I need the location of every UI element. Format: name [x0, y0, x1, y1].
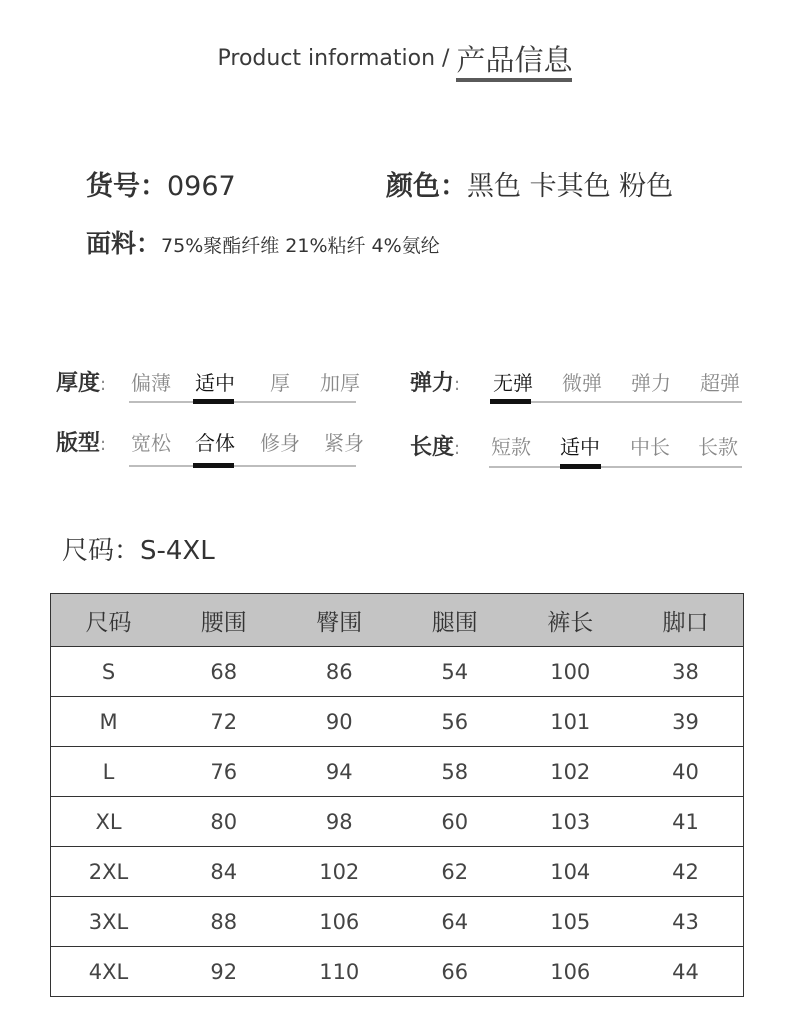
fit-selected-marker — [193, 463, 234, 468]
table-cell: 94 — [282, 747, 398, 797]
fabric-value: 75%聚酯纤维 21%粘纤 4%氨纶 — [161, 235, 440, 257]
color-value: 黑色 卡其色 粉色 — [467, 171, 674, 202]
length-option-2: 适中 — [560, 435, 600, 459]
table-cell: 86 — [282, 647, 398, 697]
table-row — [51, 847, 744, 897]
table-cell: 106 — [513, 947, 629, 997]
table-row — [51, 947, 744, 997]
table-cell: 98 — [282, 797, 398, 847]
thickness-option-2: 适中 — [195, 371, 235, 395]
elasticity-selected-marker — [490, 399, 531, 404]
table-cell: 38 — [628, 647, 744, 697]
table-cell: 41 — [628, 797, 744, 847]
table-cell: 105 — [513, 897, 629, 947]
length-option-1: 短款 — [491, 435, 531, 459]
fit-option-1: 宽松 — [131, 431, 171, 455]
table-cell: 80 — [166, 797, 282, 847]
table-cell: 58 — [397, 747, 513, 797]
length-row — [410, 430, 750, 470]
fit-scale-line — [129, 465, 356, 467]
elasticity-option-4: 超弹 — [700, 371, 740, 395]
fit-option-4: 紧身 — [324, 431, 364, 455]
column-header: 尺码 — [51, 594, 167, 647]
page-title — [0, 38, 790, 79]
elasticity-row — [410, 366, 750, 406]
table-cell: 103 — [513, 797, 629, 847]
column-header: 脚口 — [628, 594, 744, 647]
table-cell: 66 — [397, 947, 513, 997]
table-cell: 90 — [282, 697, 398, 747]
length-option-4: 长款 — [698, 435, 738, 459]
length-option-3: 中长 — [630, 435, 670, 459]
table-cell: 84 — [166, 847, 282, 897]
column-header: 臀围 — [282, 594, 398, 647]
table-cell: 106 — [282, 897, 398, 947]
table-cell: 76 — [166, 747, 282, 797]
thickness-selected-marker — [193, 399, 234, 404]
fabric-label: 面料： — [86, 229, 162, 258]
thickness-row — [56, 366, 360, 406]
table-cell: 40 — [628, 747, 744, 797]
table-cell: 100 — [513, 647, 629, 697]
table-cell: 64 — [397, 897, 513, 947]
table-cell: 92 — [166, 947, 282, 997]
table-row — [51, 797, 744, 847]
table-row — [51, 897, 744, 947]
color-info — [386, 164, 673, 203]
elasticity-label: 弹力: — [410, 371, 461, 396]
size-table — [50, 593, 744, 997]
thickness-label: 厚度: — [56, 371, 107, 396]
table-cell: M — [51, 697, 167, 747]
thickness-option-4: 加厚 — [320, 371, 360, 395]
table-cell: 56 — [397, 697, 513, 747]
sku-value: 0967 — [167, 171, 236, 202]
table-cell: 101 — [513, 697, 629, 747]
table-cell: S — [51, 647, 167, 697]
table-cell: 42 — [628, 847, 744, 897]
table-cell: 110 — [282, 947, 398, 997]
table-cell: 62 — [397, 847, 513, 897]
table-cell: L — [51, 747, 167, 797]
fit-row — [56, 426, 364, 466]
table-row — [51, 747, 744, 797]
table-cell: 4XL — [51, 947, 167, 997]
thickness-scale-line — [129, 401, 356, 403]
table-cell: 104 — [513, 847, 629, 897]
color-label: 颜色： — [386, 171, 467, 202]
length-scale-line — [489, 466, 742, 468]
table-row — [51, 697, 744, 747]
elasticity-option-2: 微弹 — [562, 371, 602, 395]
table-cell: 43 — [628, 897, 744, 947]
thickness-option-3: 厚 — [270, 371, 290, 395]
length-selected-marker — [560, 464, 601, 469]
table-cell: 60 — [397, 797, 513, 847]
fabric-info — [86, 224, 440, 260]
thickness-option-1: 偏薄 — [131, 371, 171, 395]
column-header: 腰围 — [166, 594, 282, 647]
elasticity-option-1: 无弹 — [493, 371, 533, 395]
fit-option-2: 合体 — [195, 431, 235, 455]
table-cell: 102 — [282, 847, 398, 897]
length-label: 长度: — [410, 435, 461, 460]
fit-label: 版型: — [56, 431, 107, 456]
table-cell: 68 — [166, 647, 282, 697]
table-cell: XL — [51, 797, 167, 847]
table-cell: 72 — [166, 697, 282, 747]
elasticity-option-3: 弹力 — [631, 371, 671, 395]
table-cell: 44 — [628, 947, 744, 997]
fit-option-3: 修身 — [260, 431, 300, 455]
page-title-chinese: 产品信息 — [456, 43, 573, 77]
column-header: 裤长 — [513, 594, 629, 647]
table-cell: 102 — [513, 747, 629, 797]
page-title-english: Product information / — [217, 46, 457, 71]
table-cell: 54 — [397, 647, 513, 697]
table-row — [51, 647, 744, 697]
table-cell: 39 — [628, 697, 744, 747]
sku-info — [86, 164, 236, 203]
sku-label: 货号： — [86, 171, 167, 202]
table-cell: 2XL — [51, 847, 167, 897]
table-cell: 88 — [166, 897, 282, 947]
table-header-row — [51, 594, 744, 647]
size-range-heading: 尺码：S-4XL — [62, 536, 215, 566]
table-cell: 3XL — [51, 897, 167, 947]
column-header: 腿围 — [397, 594, 513, 647]
